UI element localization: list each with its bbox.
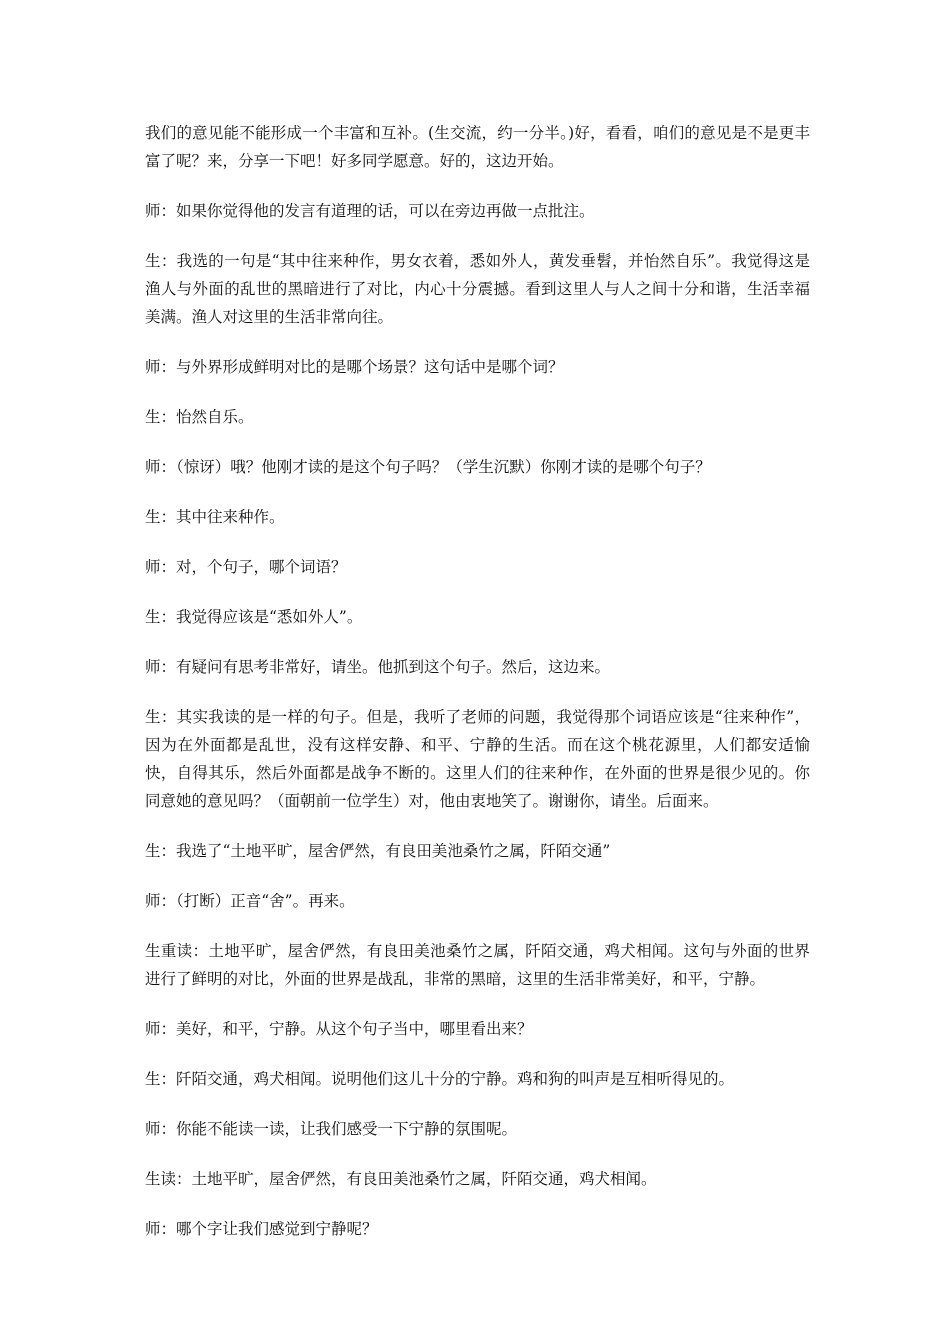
paragraph: 生：我选的一句是“其中往来种作，男女衣着，悉如外人，黄发垂髫，并怡然自乐”。我觉得这是渔人与外面的乱世的黑暗进行了对比，内心十分震撼。看到这里人与人之间十分和谐，生活幸福美满。渔人对这里的生活非常向往。 [145,252,810,326]
paragraph: 师：有疑问有思考非常好，请坐。他抓到这个句子。然后，这边来。 [145,658,611,676]
paragraph: 师：你能不能读一读，让我们感受一下宁静的氛围呢。 [145,1120,518,1138]
paragraph: 师：对，个句子，哪个词语？ [145,558,347,576]
paragraph: 生：我选了“土地平旷，屋舍俨然，有良田美池桑竹之属，阡陌交通” [145,842,611,860]
paragraph: 师：哪个字让我们感觉到宁静呢？ [145,1220,378,1238]
paragraph: 师：如果你觉得他的发言有道理的话，可以在旁边再做一点批注。 [145,202,595,220]
paragraph: 师：与外界形成鲜明对比的是哪个场景？这句话中是哪个词？ [145,358,564,376]
paragraph: 师：美好，和平，宁静。从这个句子当中，哪里看出来？ [145,1020,533,1038]
paragraph: 生：怡然自乐。 [145,408,254,426]
document-body [145,119,810,1265]
paragraph: 我们的意见能不能形成一个丰富和互补。(生交流，约一分半。)好，看看，咱们的意见是不是更丰富了呢？来，分享一下吧！好多同学愿意。好的，这边开始。 [145,124,810,170]
paragraph: 生：其实我读的是一样的句子。但是，我听了老师的问题，我觉得那个词语应该是“往来种作”，因为在外面都是乱世，没有这样安静、和平、宁静的生活。而在这个桃花源里，人们都安适愉快，自得其乐，然后外面都是战争不断的。这里人们的往来种作，在外面的世界是很少见的。你同意她的意见吗？（面朝前一位学生）对，他由衷地笑了。谢谢你，请坐。后面来。 [145,708,810,810]
paragraph: 生：阡陌交通，鸡犬相闻。说明他们这儿十分的宁静。鸡和狗的叫声是互相听得见的。 [145,1070,735,1088]
paragraph: 生：我觉得应该是“悉如外人”。 [145,608,363,626]
paragraph: 师：（惊讶）哦？他刚才读的是这个句子吗？（学生沉默）你刚才读的是哪个句子？ [145,458,711,476]
paragraph: 师：（打断）正音“舍”。再来。 [145,892,355,910]
paragraph: 生：其中往来种作。 [145,508,285,526]
paragraph: 生读：土地平旷，屋舍俨然，有良田美池桑竹之属，阡陌交通，鸡犬相闻。 [145,1170,657,1188]
paragraph: 生重读：土地平旷，屋舍俨然，有良田美池桑竹之属，阡陌交通，鸡犬相闻。这句与外面的世界进行了鲜明的对比，外面的世界是战乱，非常的黑暗，这里的生活非常美好，和平，宁静。 [145,942,810,988]
